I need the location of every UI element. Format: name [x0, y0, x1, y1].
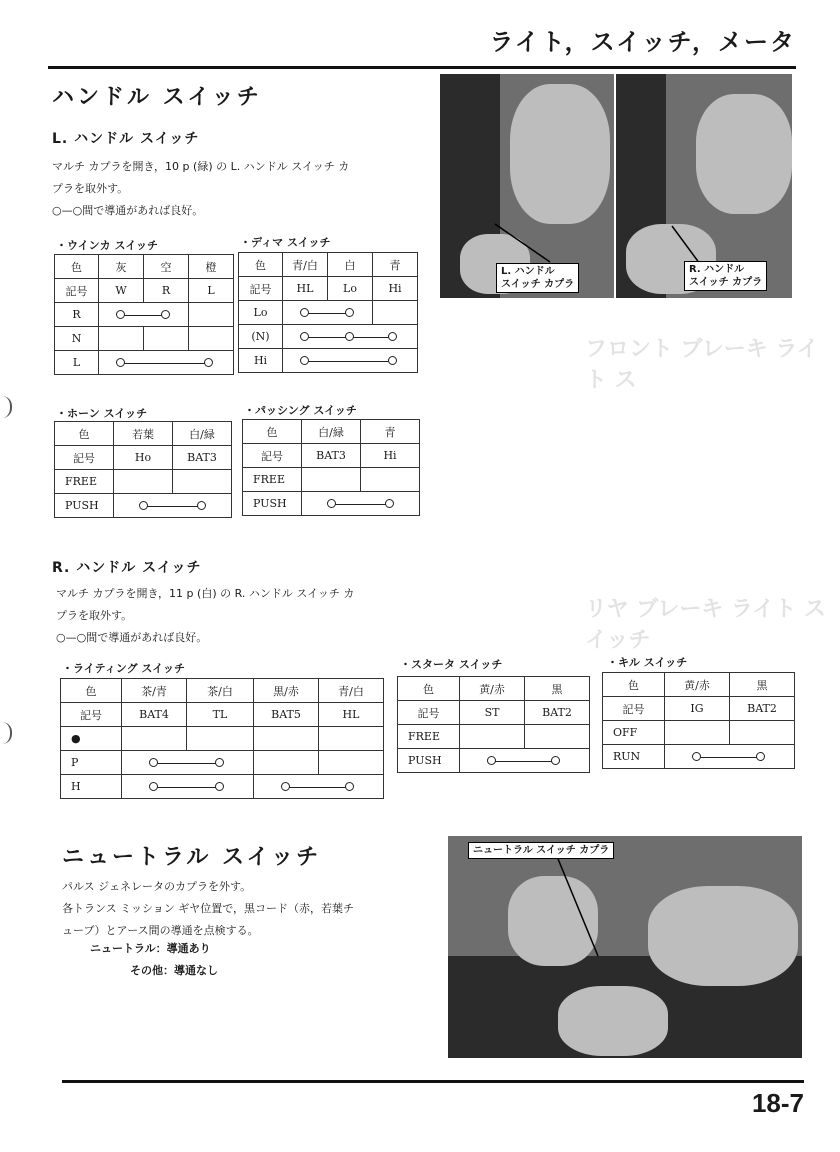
continuity-cell: [283, 301, 373, 325]
kill-switch-caption: ・キル スイッチ: [607, 656, 688, 669]
table-row: [243, 444, 420, 468]
table-cell: 青/白: [319, 679, 384, 703]
continuity-cell: [122, 751, 254, 775]
table-cell: [189, 327, 234, 351]
table-cell: 色: [61, 679, 122, 703]
table-row: [239, 277, 418, 301]
neutral-result-no-continuity: その他：導通なし: [130, 964, 218, 977]
table-cell: OFF: [603, 721, 665, 745]
terminal-circle: [388, 332, 397, 341]
table-cell: [114, 470, 173, 494]
table-cell: [460, 725, 525, 749]
terminal-circle: [197, 501, 206, 510]
callout-neutral-coupler: ニュートラル スイッチ カプラ: [468, 842, 614, 859]
table-cell: [187, 727, 254, 751]
terminal-circle: [300, 308, 309, 317]
table-cell: [122, 727, 187, 751]
callout-left-coupler: [496, 263, 579, 293]
terminal-circle: [215, 758, 224, 767]
table-cell: 茶/白: [187, 679, 254, 703]
footer-rule: [62, 1080, 804, 1083]
table-cell: FREE: [55, 470, 114, 494]
table-cell: 白: [328, 253, 373, 277]
starter-switch-caption: ・スタータ スイッチ: [400, 658, 503, 671]
table-cell: [525, 725, 590, 749]
table-row: [61, 679, 384, 703]
table-cell: Hi: [373, 277, 418, 301]
table-cell: 灰: [99, 255, 144, 279]
continuity-line: [154, 787, 220, 788]
table-cell: [254, 727, 319, 751]
table-cell: [302, 468, 361, 492]
continuity-line: [697, 757, 761, 758]
table-row: [61, 751, 384, 775]
table-row: [55, 279, 234, 303]
table-row: [239, 349, 418, 373]
section-title-handle-switch: ハンドル スイッチ: [52, 85, 262, 110]
table-row: [243, 468, 420, 492]
terminal-circle: [204, 358, 213, 367]
table-cell: R: [55, 303, 99, 327]
terminal-circle: [300, 332, 309, 341]
table-row: [55, 327, 234, 351]
terminal-circle: [300, 356, 309, 365]
winker-switch-table: [54, 254, 234, 375]
table-cell: PUSH: [243, 492, 302, 516]
table-cell: [665, 721, 730, 745]
continuity-line: [144, 506, 202, 507]
binder-hole: [0, 396, 12, 418]
neutral-switch-instructions: [62, 876, 442, 942]
instruction-line: 各トランス ミッション ギヤ位置で，黒コード（赤，若葉チ: [62, 902, 355, 915]
table-cell: 記号: [603, 697, 665, 721]
table-cell: 白/緑: [302, 420, 361, 444]
continuity-cell: [99, 303, 189, 327]
terminal-circle: [149, 782, 158, 791]
terminal-circle: [139, 501, 148, 510]
table-cell: BAT4: [122, 703, 187, 727]
continuity-cell: [460, 749, 590, 773]
neutral-result-continuity: ニュートラル：導通あり: [90, 942, 211, 955]
binder-hole: [0, 722, 12, 744]
table-row: [603, 697, 795, 721]
callout-line: R. ハンドル: [689, 264, 745, 275]
table-cell: 白/緑: [173, 422, 232, 446]
table-cell: FREE: [398, 725, 460, 749]
winker-switch-caption: ・ウインカ スイッチ: [56, 239, 159, 252]
continuity-cell: [254, 775, 384, 799]
table-row: [61, 727, 384, 751]
terminal-circle: [345, 332, 354, 341]
terminal-circle: [551, 756, 560, 765]
table-cell: 記号: [239, 277, 283, 301]
passing-switch-table: [242, 419, 420, 516]
table-row: [243, 420, 420, 444]
instruction-line: ○—○間で導通があれば良好。: [56, 631, 208, 644]
continuity-cell: [283, 325, 418, 349]
right-switch-instructions: [56, 583, 426, 649]
table-cell: 記号: [55, 446, 114, 470]
callout-right-coupler: [684, 261, 767, 291]
table-cell: W: [99, 279, 144, 303]
left-switch-instructions: [52, 156, 422, 222]
continuity-cell: [665, 745, 795, 769]
table-cell: Lo: [328, 277, 373, 301]
instruction-line: ○—○間で導通があれば良好。: [52, 204, 204, 217]
table-cell: 色: [398, 677, 460, 701]
table-row: [398, 749, 590, 773]
bleed-through-text: フロント ブレーキ ライト ス: [585, 337, 819, 393]
table-cell: Ho: [114, 446, 173, 470]
table-cell: 黄/赤: [460, 677, 525, 701]
table-cell: 黒: [730, 673, 795, 697]
continuity-cell: [114, 494, 232, 518]
photo-pointer-lines: [448, 836, 802, 1058]
table-cell: H: [61, 775, 122, 799]
section-title-neutral-switch: ニュートラル スイッチ: [62, 845, 322, 870]
table-cell: [319, 727, 384, 751]
continuity-line: [121, 363, 209, 364]
table-cell: BAT5: [254, 703, 319, 727]
table-cell: BAT3: [173, 446, 232, 470]
starter-switch-table: [397, 676, 590, 773]
table-row: [61, 703, 384, 727]
callout-line: L. ハンドル: [501, 266, 555, 277]
table-cell: 橙: [189, 255, 234, 279]
terminal-circle: [116, 358, 125, 367]
table-cell: L: [189, 279, 234, 303]
table-row: [398, 701, 590, 725]
table-cell: [319, 751, 384, 775]
continuity-cell: [283, 349, 418, 373]
table-cell: ●: [61, 727, 122, 751]
table-cell: BAT2: [525, 701, 590, 725]
table-cell: 青/白: [283, 253, 328, 277]
table-cell: Lo: [239, 301, 283, 325]
table-cell: 黄/赤: [665, 673, 730, 697]
table-row: [55, 303, 234, 327]
subsection-title-left-switch: L. ハンドル スイッチ: [52, 131, 200, 147]
table-row: [603, 721, 795, 745]
terminal-circle: [116, 310, 125, 319]
table-cell: 記号: [398, 701, 460, 725]
instruction-line: パルス ジェネレータのカプラを外す。: [62, 880, 252, 893]
table-cell: PUSH: [55, 494, 114, 518]
instruction-line: ューブ）とアース間の導通を点検する。: [62, 924, 259, 937]
callout-line: スイッチ カプラ: [689, 277, 763, 288]
terminal-circle: [487, 756, 496, 765]
instruction-line: プラを取外す。: [56, 609, 133, 622]
table-cell: IG: [665, 697, 730, 721]
instruction-line: マルチ カプラを開き，10 p (緑) の L. ハンドル スイッチ カ: [52, 160, 350, 173]
table-row: [398, 725, 590, 749]
table-row: [603, 745, 795, 769]
table-row: [243, 492, 420, 516]
table-cell: R: [144, 279, 189, 303]
instruction-line: プラを取外す。: [52, 182, 129, 195]
table-cell: 記号: [243, 444, 302, 468]
table-cell: [144, 327, 189, 351]
table-cell: 記号: [61, 703, 122, 727]
table-cell: [254, 751, 319, 775]
table-row: [239, 325, 418, 349]
table-cell: (N): [239, 325, 283, 349]
pointer-line: [556, 854, 598, 956]
table-cell: 黒: [525, 677, 590, 701]
table-cell: RUN: [603, 745, 665, 769]
table-cell: ST: [460, 701, 525, 725]
table-row: [398, 677, 590, 701]
page-header-title: ライト，スイッチ，メータ: [489, 28, 796, 56]
continuity-cell: [99, 351, 234, 375]
table-cell: 茶/青: [122, 679, 187, 703]
page-number: 18-7: [751, 1088, 804, 1118]
table-cell: Hi: [239, 349, 283, 373]
dimmer-switch-caption: ・ディマ スイッチ: [240, 236, 331, 249]
table-row: [239, 253, 418, 277]
terminal-circle: [161, 310, 170, 319]
table-cell: BAT3: [302, 444, 361, 468]
table-cell: L: [55, 351, 99, 375]
table-cell: P: [61, 751, 122, 775]
terminal-circle: [345, 782, 354, 791]
table-cell: [361, 468, 420, 492]
horn-switch-caption: ・ホーン スイッチ: [56, 407, 148, 420]
continuity-line: [121, 315, 166, 316]
table-row: [55, 255, 234, 279]
horn-switch-table: [54, 421, 232, 518]
terminal-circle: [281, 782, 290, 791]
table-row: [55, 470, 232, 494]
table-cell: 黒/赤: [254, 679, 319, 703]
continuity-line: [305, 361, 393, 362]
dimmer-switch-table: [238, 252, 418, 373]
continuity-cell: [122, 775, 254, 799]
table-cell: BAT2: [730, 697, 795, 721]
table-cell: PUSH: [398, 749, 460, 773]
kill-switch-table: [602, 672, 795, 769]
table-cell: 色: [239, 253, 283, 277]
table-row: [239, 301, 418, 325]
table-cell: N: [55, 327, 99, 351]
table-cell: HL: [319, 703, 384, 727]
table-cell: [730, 721, 795, 745]
table-cell: [373, 301, 418, 325]
table-row: [55, 422, 232, 446]
table-row: [55, 446, 232, 470]
continuity-line: [332, 504, 390, 505]
terminal-circle: [215, 782, 224, 791]
terminal-circle: [756, 752, 765, 761]
instruction-line: マルチ カプラを開き，11 p (白) の R. ハンドル スイッチ カ: [56, 587, 355, 600]
terminal-circle: [692, 752, 701, 761]
table-cell: 若葉: [114, 422, 173, 446]
table-row: [55, 494, 232, 518]
table-cell: 色: [55, 422, 114, 446]
lighting-switch-table: [60, 678, 384, 799]
table-row: [61, 775, 384, 799]
passing-switch-caption: ・パッシング スイッチ: [244, 404, 357, 417]
table-cell: 色: [243, 420, 302, 444]
table-cell: 青: [361, 420, 420, 444]
table-cell: [189, 303, 234, 327]
table-cell: TL: [187, 703, 254, 727]
header-rule: [48, 66, 796, 69]
continuity-line: [492, 761, 556, 762]
table-cell: Hi: [361, 444, 420, 468]
terminal-circle: [327, 499, 336, 508]
terminal-circle: [388, 356, 397, 365]
continuity-cell: [302, 492, 420, 516]
callout-line: スイッチ カプラ: [501, 279, 575, 290]
continuity-line: [154, 763, 220, 764]
table-row: [603, 673, 795, 697]
bleed-through-text: リヤ ブレーキ ライト スイッチ: [585, 597, 826, 653]
continuity-line: [286, 787, 350, 788]
table-cell: FREE: [243, 468, 302, 492]
table-cell: 空: [144, 255, 189, 279]
continuity-line: [305, 313, 350, 314]
table-cell: [173, 470, 232, 494]
table-cell: [99, 327, 144, 351]
table-cell: 青: [373, 253, 418, 277]
subsection-title-right-switch: R. ハンドル スイッチ: [52, 560, 202, 576]
lighting-switch-caption: ・ライティング スイッチ: [62, 662, 185, 675]
pointer-line: [672, 226, 700, 264]
terminal-circle: [385, 499, 394, 508]
table-cell: 色: [55, 255, 99, 279]
table-cell: 色: [603, 673, 665, 697]
table-cell: HL: [283, 277, 328, 301]
terminal-circle: [149, 758, 158, 767]
table-cell: 記号: [55, 279, 99, 303]
table-row: [55, 351, 234, 375]
pointer-line: [495, 224, 550, 262]
terminal-circle: [345, 308, 354, 317]
